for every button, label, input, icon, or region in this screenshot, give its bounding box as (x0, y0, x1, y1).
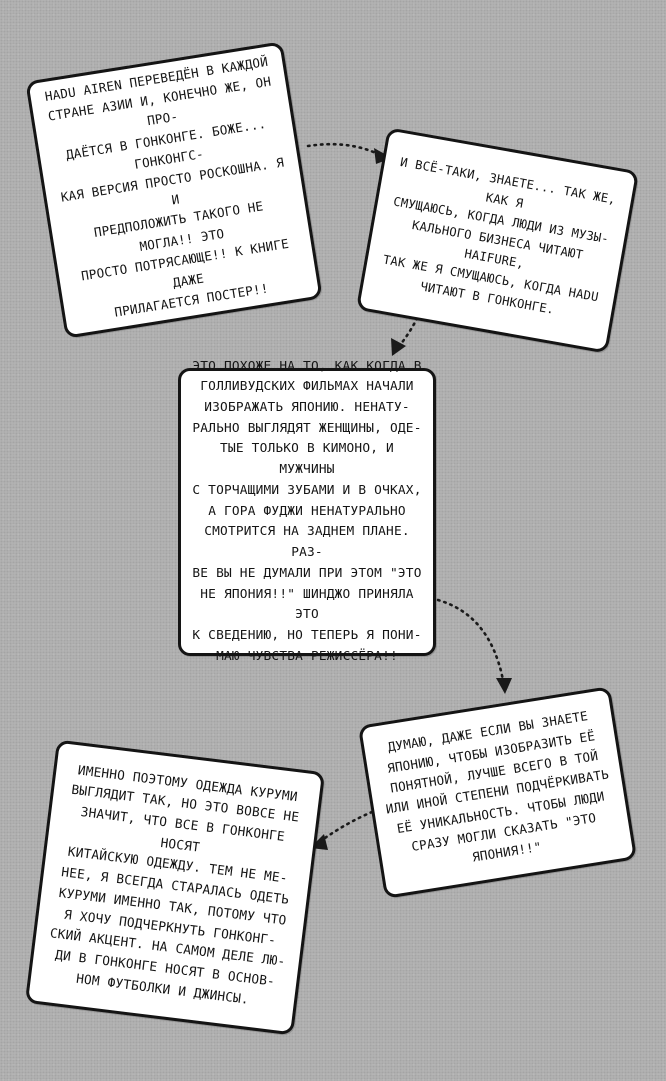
arrow-1-to-2 (308, 144, 378, 154)
speech-panel-1 (25, 41, 322, 338)
panel-3-text: ЭТО ПОХОЖЕ НА ТО, КАК КОГДА В ГОЛЛИВУДСКИХ ФИЛЬМАХ НАЧАЛИ ИЗОБРАЖАТЬ ЯПОНИЮ. НЕНАТУ- РАЛЬНО ВЫГЛЯДЯТ ЖЕНЩИНЫ, ОДЕ- ТЫЕ ТОЛЬКО В КИМОНО, И МУЖЧИНЫ С ТОРЧАЩИМИ ЗУБАМИ И В ОЧКАХ, А ГОРА ФУДЖИ НЕНАТУРАЛЬНО СМОТРИТСЯ НА ЗАДНЕМ ПЛАНЕ. РАЗ- ВЕ ВЫ НЕ ДУМАЛИ ПРИ ЭТОМ "ЭТО НЕ ЯПОНИЯ!!" ШИНДЖО ПРИНЯЛА ЭТО К СВЕДЕНИЮ, НО ТЕПЕРЬ Я ПОНИ- МАЮ ЧУВСТВА РЕЖИССЁРА!! (192, 358, 422, 664)
speech-panel-5 (25, 740, 325, 1036)
panel-2-text: И ВСЁ-ТАКИ, ЗНАЕТЕ... ТАК ЖЕ, КАК Я СМУЩАЮСЬ, КОГДА ЛЮДИ ИЗ МУЗЫ- КАЛЬНОГО БИЗНЕСА ЧИТАЮТ HAIFURE, ТАК ЖЕ Я СМУЩАЮСЬ, КОГДА HADU ЧИТАЮТ В ГОНКОНГЕ. (381, 155, 617, 317)
panel-5-text: ИМЕННО ПОЭТОМУ ОДЕЖДА КУРУМИ ВЫГЛЯДИТ ТАК, НО ЭТО ВОВСЕ НЕ ЗНАЧИТ, ЧТО ВСЕ В ГОНКОНГЕ НОСЯТ КИТАЙСКУЮ ОДЕЖДУ. ТЕМ НЕ МЕ- НЕЕ, Я ВСЕГДА СТАРАЛАСЬ ОДЕТЬ КУРУМИ ИМЕННО ТАК, ПОТОМУ ЧТО Я ХОЧУ ПОДЧЕРКНУТЬ ГОНКОНГ- СКИЙ АКЦЕНТ. НА САМОМ ДЕЛЕ ЛЮ- ДИ В ГОНКОНГЕ НОСЯТ В ОСНОВ- НОМ ФУТБОЛКИ И ДЖИНСЫ. (48, 762, 300, 1008)
panel-1-text: HADU AIREN ПЕРЕВЕДЁН В КАЖДОЙ СТРАНЕ АЗИИ И, КОНЕЧНО ЖЕ, ОН ПРО- ДАЁТСЯ В ГОНКОНГЕ. БОЖЕ... ГОНКОНГС- КАЯ ВЕРСИЯ ПРОСТО РОСКОШНА. Я И ПРЕДПОЛОЖИТЬ ТАКОГО НЕ МОГЛА!! ЭТО ПРОСТО ПОТРЯСАЮЩЕ!! К КНИГЕ ДАЖЕ ПРИЛАГАЕТСЯ ПОСТЕР!! (43, 53, 290, 320)
speech-panel-3 (178, 358, 436, 664)
arrow-4-to-5 (322, 812, 372, 840)
arrow-3-to-4 (438, 600, 503, 680)
panel-4-text: ДУМАЮ, ДАЖЕ ЕСЛИ ВЫ ЗНАЕТЕ ЯПОНИЮ, ЧТОБЫ ИЗОБРАЗИТЬ ЕЁ ПОНЯТНОЙ, ЛУЧШЕ ВСЕГО В ТОЙ ИЛИ ИНОЙ СТЕПЕНИ ПОДЧЁРКИВАТЬ ЕЁ УНИКАЛЬНОСТЬ. ЧТОБЫ ЛЮДИ СРАЗУ МОГЛИ СКАЗАТЬ "ЭТО ЯПОНИЯ!!" (384, 708, 611, 866)
arrowhead-3 (496, 678, 512, 694)
